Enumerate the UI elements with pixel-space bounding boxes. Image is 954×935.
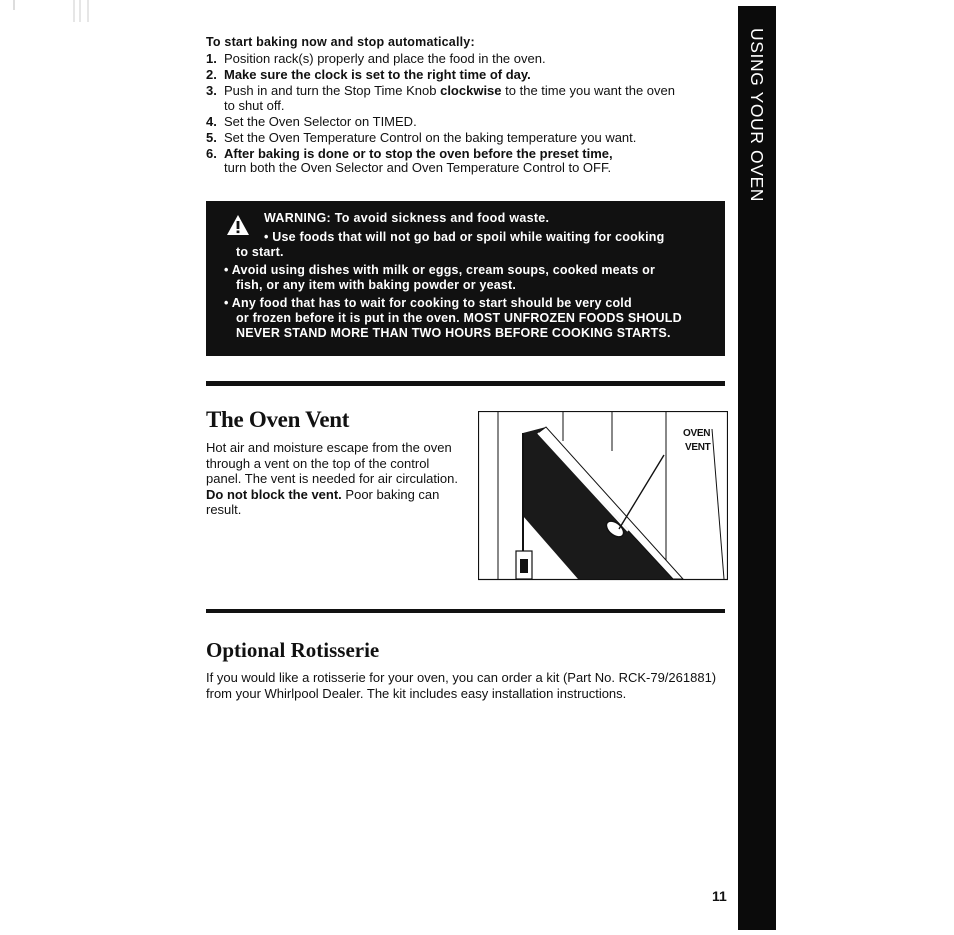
warning-bullet-cont: fish, or any item with baking powder or yeast. (236, 278, 517, 292)
step-item (206, 68, 731, 83)
section-divider (206, 381, 725, 386)
section-tab-label: USING YOUR OVEN (747, 28, 767, 202)
step-number: 6. (206, 145, 217, 161)
warning-bullet: • Any food that has to wait for cooking to start should be very cold (224, 296, 632, 310)
step-number: 4. (206, 113, 217, 129)
warning-bullet: • Avoid using dishes with milk or eggs, cream soups, cooked meats or (224, 263, 656, 277)
section-divider (206, 609, 725, 613)
step-number: 5. (206, 129, 217, 145)
oven-vent-warning: Do not block the vent. (206, 486, 342, 502)
oven-vent-heading: The Oven Vent (206, 407, 350, 432)
step-number: 1. (206, 51, 217, 66)
step-item (206, 52, 731, 67)
warning-box (206, 201, 725, 356)
step-number: 3. (206, 83, 217, 98)
warning-bullet: • Use foods that will not go bad or spoil while waiting for cooking (264, 230, 665, 244)
step-item (206, 84, 731, 113)
rotisserie-heading: Optional Rotisserie (206, 638, 380, 662)
warning-icon (226, 214, 250, 236)
timed-baking-steps (206, 52, 731, 177)
step-text: Position rack(s) properly and place the food in the oven. (224, 51, 546, 66)
step-text-emphasis: clockwise (440, 83, 502, 98)
step-text: Set the Oven Temperature Control on the baking temperature you want. (224, 129, 637, 145)
oven-vent-body: Hot air and moisture escape from the oven through a vent on the top of the control panel. The vent is needed for air circulation. (206, 440, 458, 486)
step-item (206, 147, 731, 176)
warning-bullet-cont: or frozen before it is put in the oven. MOST UNFROZEN FOODS SHOULD (236, 311, 682, 325)
oven-vent-text (206, 440, 466, 518)
warning-title: WARNING: To avoid sickness and food waste. (264, 211, 550, 225)
step-item (206, 131, 731, 146)
step-text: to the time you want the oven (505, 83, 675, 98)
step-text-continued: turn both the Oven Selector and Oven Temperature Control to OFF. (224, 160, 612, 175)
oven-vent-result: Poor baking can result. (206, 486, 440, 517)
rotisserie-text: If you would like a rotisserie for your oven, you can order a kit (Part No. RCK-79/261881) from your Whirlpool Dealer. The kit includes easy installation instructions. (206, 670, 717, 701)
warning-bullet-cont: to start. (236, 245, 284, 259)
scan-marks (0, 0, 100, 24)
step-text: Push in and turn the Stop Time Knob (224, 83, 437, 98)
figure-label-oven: OVEN (683, 428, 711, 439)
step-item (206, 115, 731, 130)
step-text: Make sure the clock is set to the right time of day. (224, 67, 531, 82)
warning-bullet-cont: NEVER STAND MORE THAN TWO HOURS BEFORE COOKING STARTS. (236, 326, 671, 340)
step-number: 2. (206, 67, 217, 82)
step-text: Set the Oven Selector on TIMED. (224, 113, 417, 129)
step-text-continued: to shut off. (224, 97, 285, 113)
page-number: 11 (712, 888, 727, 904)
timed-baking-subheading: To start baking now and stop automatically: (206, 35, 475, 49)
step-text: After baking is done or to stop the oven before the preset time, (224, 145, 613, 161)
figure-label-vent: VENT (685, 442, 711, 453)
